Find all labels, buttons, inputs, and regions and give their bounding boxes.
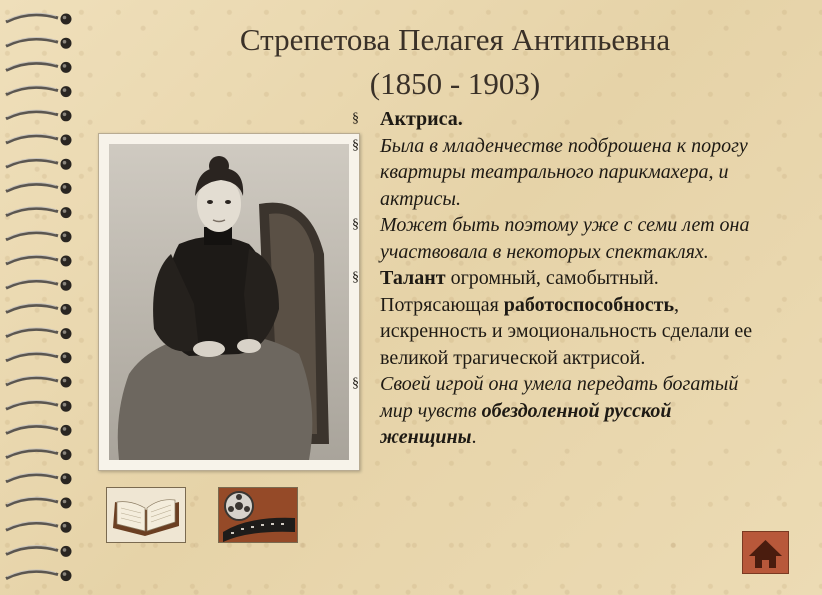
film-button[interactable]: [218, 487, 298, 543]
bullet-marker: §: [352, 137, 359, 153]
open-book-icon: [107, 488, 185, 542]
spiral-binding: [0, 0, 95, 595]
list-item: [352, 106, 772, 133]
spiral-ring: [6, 328, 72, 339]
spiral-ring: [6, 425, 72, 436]
book-button[interactable]: [106, 487, 186, 543]
list-item: [352, 133, 772, 213]
portrait-photo: [98, 133, 360, 471]
spiral-ring: [6, 158, 72, 169]
bullet-text: Была в младенчестве подброшена к порогу квартиры театрального парикмахера, и актрисы.: [380, 134, 748, 210]
list-item: [352, 371, 772, 451]
spiral-ring: [6, 352, 72, 363]
bullet-marker: §: [352, 111, 359, 126]
bullet-text: огромный, самобытный. Потрясающая: [380, 267, 659, 316]
bullet-text: Может быть поэтому уже с семи лет она участвовала в некоторых спектаклях.: [380, 214, 750, 263]
spiral-ring: [6, 134, 72, 145]
portrait-image: [109, 144, 349, 460]
spiral-ring: [6, 473, 72, 484]
bullet-text-bold: обездоленной русской женщины: [380, 399, 672, 448]
bullet-text: .: [471, 426, 477, 448]
spiral-ring: [6, 86, 72, 97]
spiral-ring: [6, 37, 72, 48]
bullet-marker: §: [352, 376, 359, 391]
bullet-text-bold: Талант: [380, 267, 446, 289]
spiral-ring: [6, 62, 72, 73]
bullet-text: Актриса.: [380, 108, 463, 130]
spiral-ring: [6, 376, 72, 387]
spiral-ring: [6, 255, 72, 266]
bullet-text: , искренность и эмоциональность сделали ее великой трагической актрисой.: [380, 293, 753, 369]
title-name: Стрепетова Пелагея Антипьевна: [239, 22, 671, 57]
spiral-ring: [6, 231, 72, 242]
spiral-ring: [6, 13, 72, 24]
bullet-list: [352, 106, 772, 451]
bullet-text-bold: работоспособность: [503, 293, 675, 316]
bullet-marker: §: [352, 270, 359, 285]
bullet-text: Своей игрой она умела передать богатый мир чувств: [380, 373, 739, 422]
title-years: (1850 - 1903): [369, 66, 541, 101]
spiral-ring: [6, 570, 72, 581]
spiral-ring: [6, 304, 72, 315]
bullet-marker: §: [352, 217, 359, 232]
list-item: [352, 212, 772, 265]
home-button[interactable]: [742, 531, 789, 574]
list-item: [352, 265, 772, 371]
page-title: [175, 18, 735, 106]
spiral-ring: [6, 497, 72, 508]
home-icon: [743, 532, 788, 573]
spiral-ring: [6, 183, 72, 194]
spiral-ring: [6, 449, 72, 460]
film-reel-icon: [219, 488, 297, 542]
spiral-ring: [6, 546, 72, 557]
spiral-ring: [6, 207, 72, 218]
spiral-ring: [6, 279, 72, 290]
spiral-ring: [6, 400, 72, 411]
spiral-ring: [6, 110, 72, 121]
spiral-ring: [6, 521, 72, 532]
